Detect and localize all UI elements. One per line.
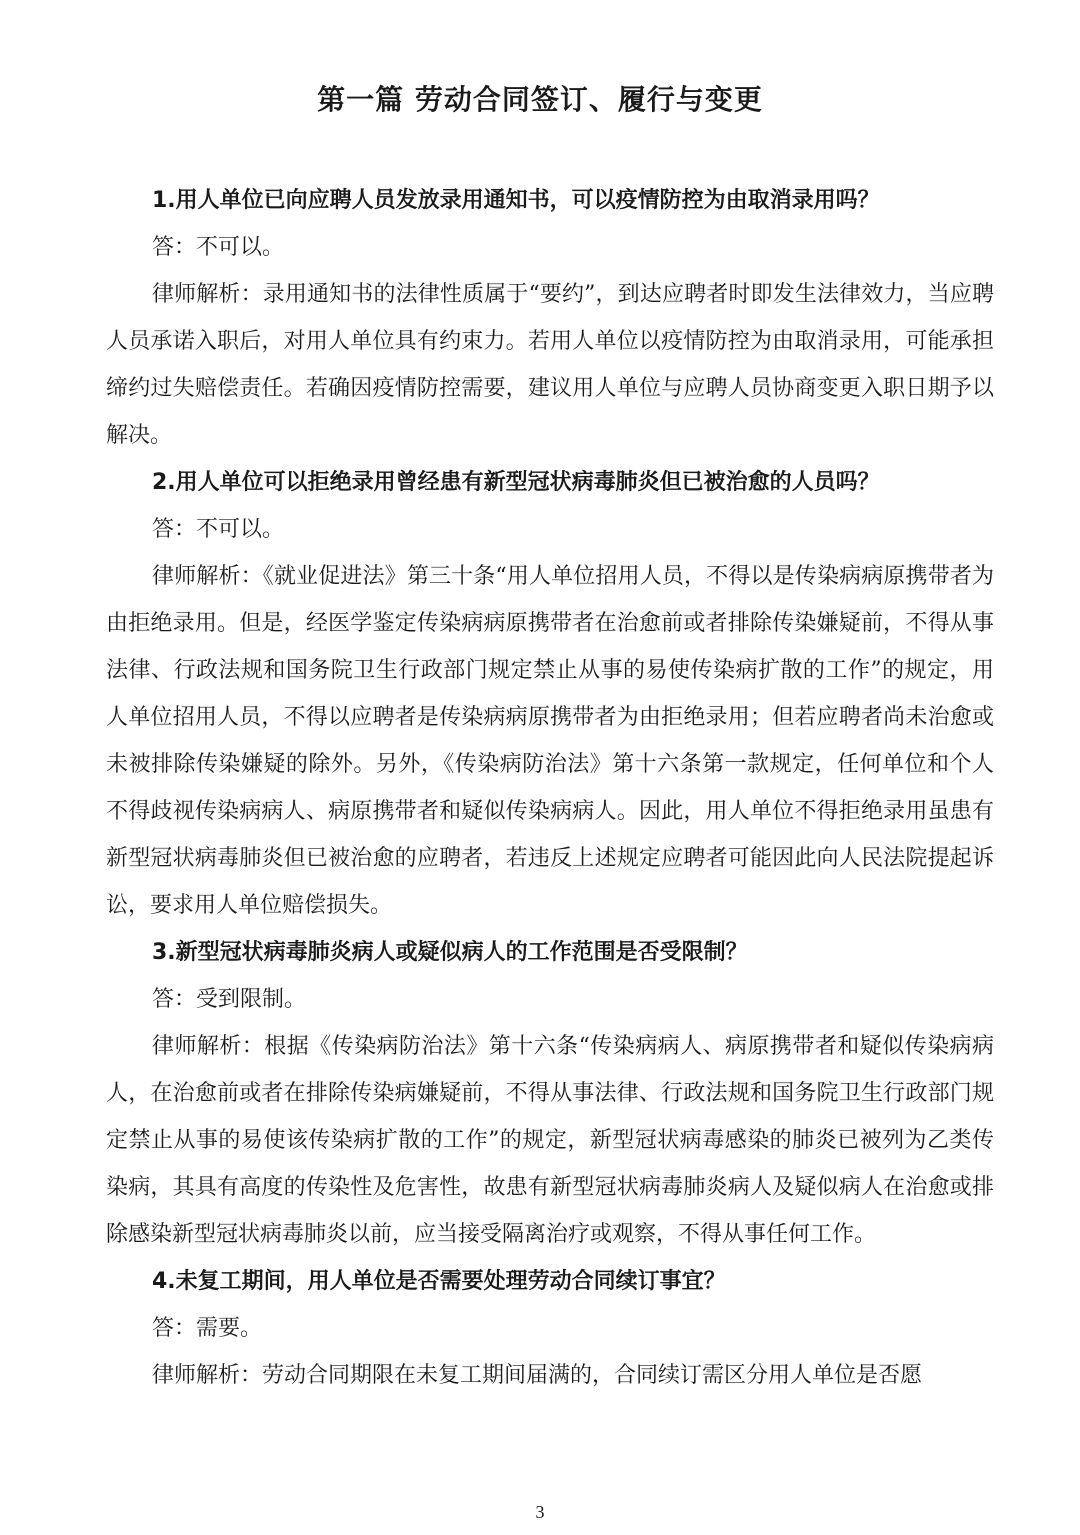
page-number: 3: [535, 1502, 545, 1522]
question-2: 2.用人单位可以拒绝录用曾经患有新型冠状病毒肺炎但已被治愈的人员吗？: [152, 470, 880, 495]
analysis-4: 律师解析：劳动合同期限在未复工期间届满的，合同续订需区分用人单位是否愿: [152, 1363, 923, 1388]
analysis-3: 律师解析：根据《传染病防治法》第十六条“传染病病人、病原携带者和疑似传染病病人，在治愈前或者在排除传染病嫌疑前，不得从事法律、行政法规和国务院卫生行政部门规定禁止从事的易使该传染病扩散的工作”的规定，新型冠状病毒感染的肺炎已被列为乙类传染病，其具有高度的传染性及危害性，故患有新型冠状病毒肺炎病人及疑似病人在治愈或排除感染新型冠状病毒肺炎以前，应当接受隔离治疗或观察，不得从事任何工作。: [106, 1034, 995, 1247]
analysis-1: 律师解析：录用通知书的法律性质属于“要约”，到达应聘者时即发生法律效力，当应聘人员承诺入职后，对用人单位具有约束力。若用人单位以疫情防控为由取消录用，可能承担缔约过失赔偿责任。若确因疫情防控需要，建议用人单位与应聘人员协商变更入职日期予以解决。: [106, 282, 994, 448]
answer-1: 答：不可以。: [152, 235, 285, 260]
answer-3: 答：受到限制。: [152, 987, 307, 1012]
document-body: [106, 177, 994, 1399]
qa-section-2: [106, 459, 994, 929]
question-1: 1.用人单位已向应聘人员发放录用通知书，可以疫情防控为由取消录用吗？: [152, 188, 880, 213]
qa-section-3: [106, 929, 994, 1258]
answer-4: 答：需要。: [152, 1316, 263, 1341]
qa-section-1: [106, 177, 994, 459]
qa-section-4: [106, 1258, 994, 1399]
question-4: 4.未复工期间，用人单位是否需要处理劳动合同续订事宜？: [152, 1269, 726, 1294]
analysis-2: 律师解析：《就业促进法》第三十条“用人单位招用人员，不得以是传染病病原携带者为由拒绝录用。但是，经医学鉴定传染病病原携带者在治愈前或者排除传染嫌疑前，不得从事法律、行政法规和国务院卫生行政部门规定禁止从事的易使传染病扩散的工作”的规定，用人单位招用人员，不得以应聘者是传染病病原携带者为由拒绝录用；但若应聘者尚未治愈或未被排除传染嫌疑的除外。另外，《传染病防治法》第十六条第一款规定，任何单位和个人不得歧视传染病病人、病原携带者和疑似传染病病人。因此，用人单位不得拒绝录用虽患有新型冠状病毒肺炎但已被治愈的应聘者，若违反上述规定应聘者可能因此向人民法院提起诉讼，要求用人单位赔偿损失。: [106, 564, 995, 918]
answer-2: 答：不可以。: [152, 517, 285, 542]
question-3: 3.新型冠状病毒肺炎病人或疑似病人的工作范围是否受限制？: [152, 940, 748, 965]
page-title: 第一篇 劳动合同签订、履行与变更: [317, 83, 763, 116]
